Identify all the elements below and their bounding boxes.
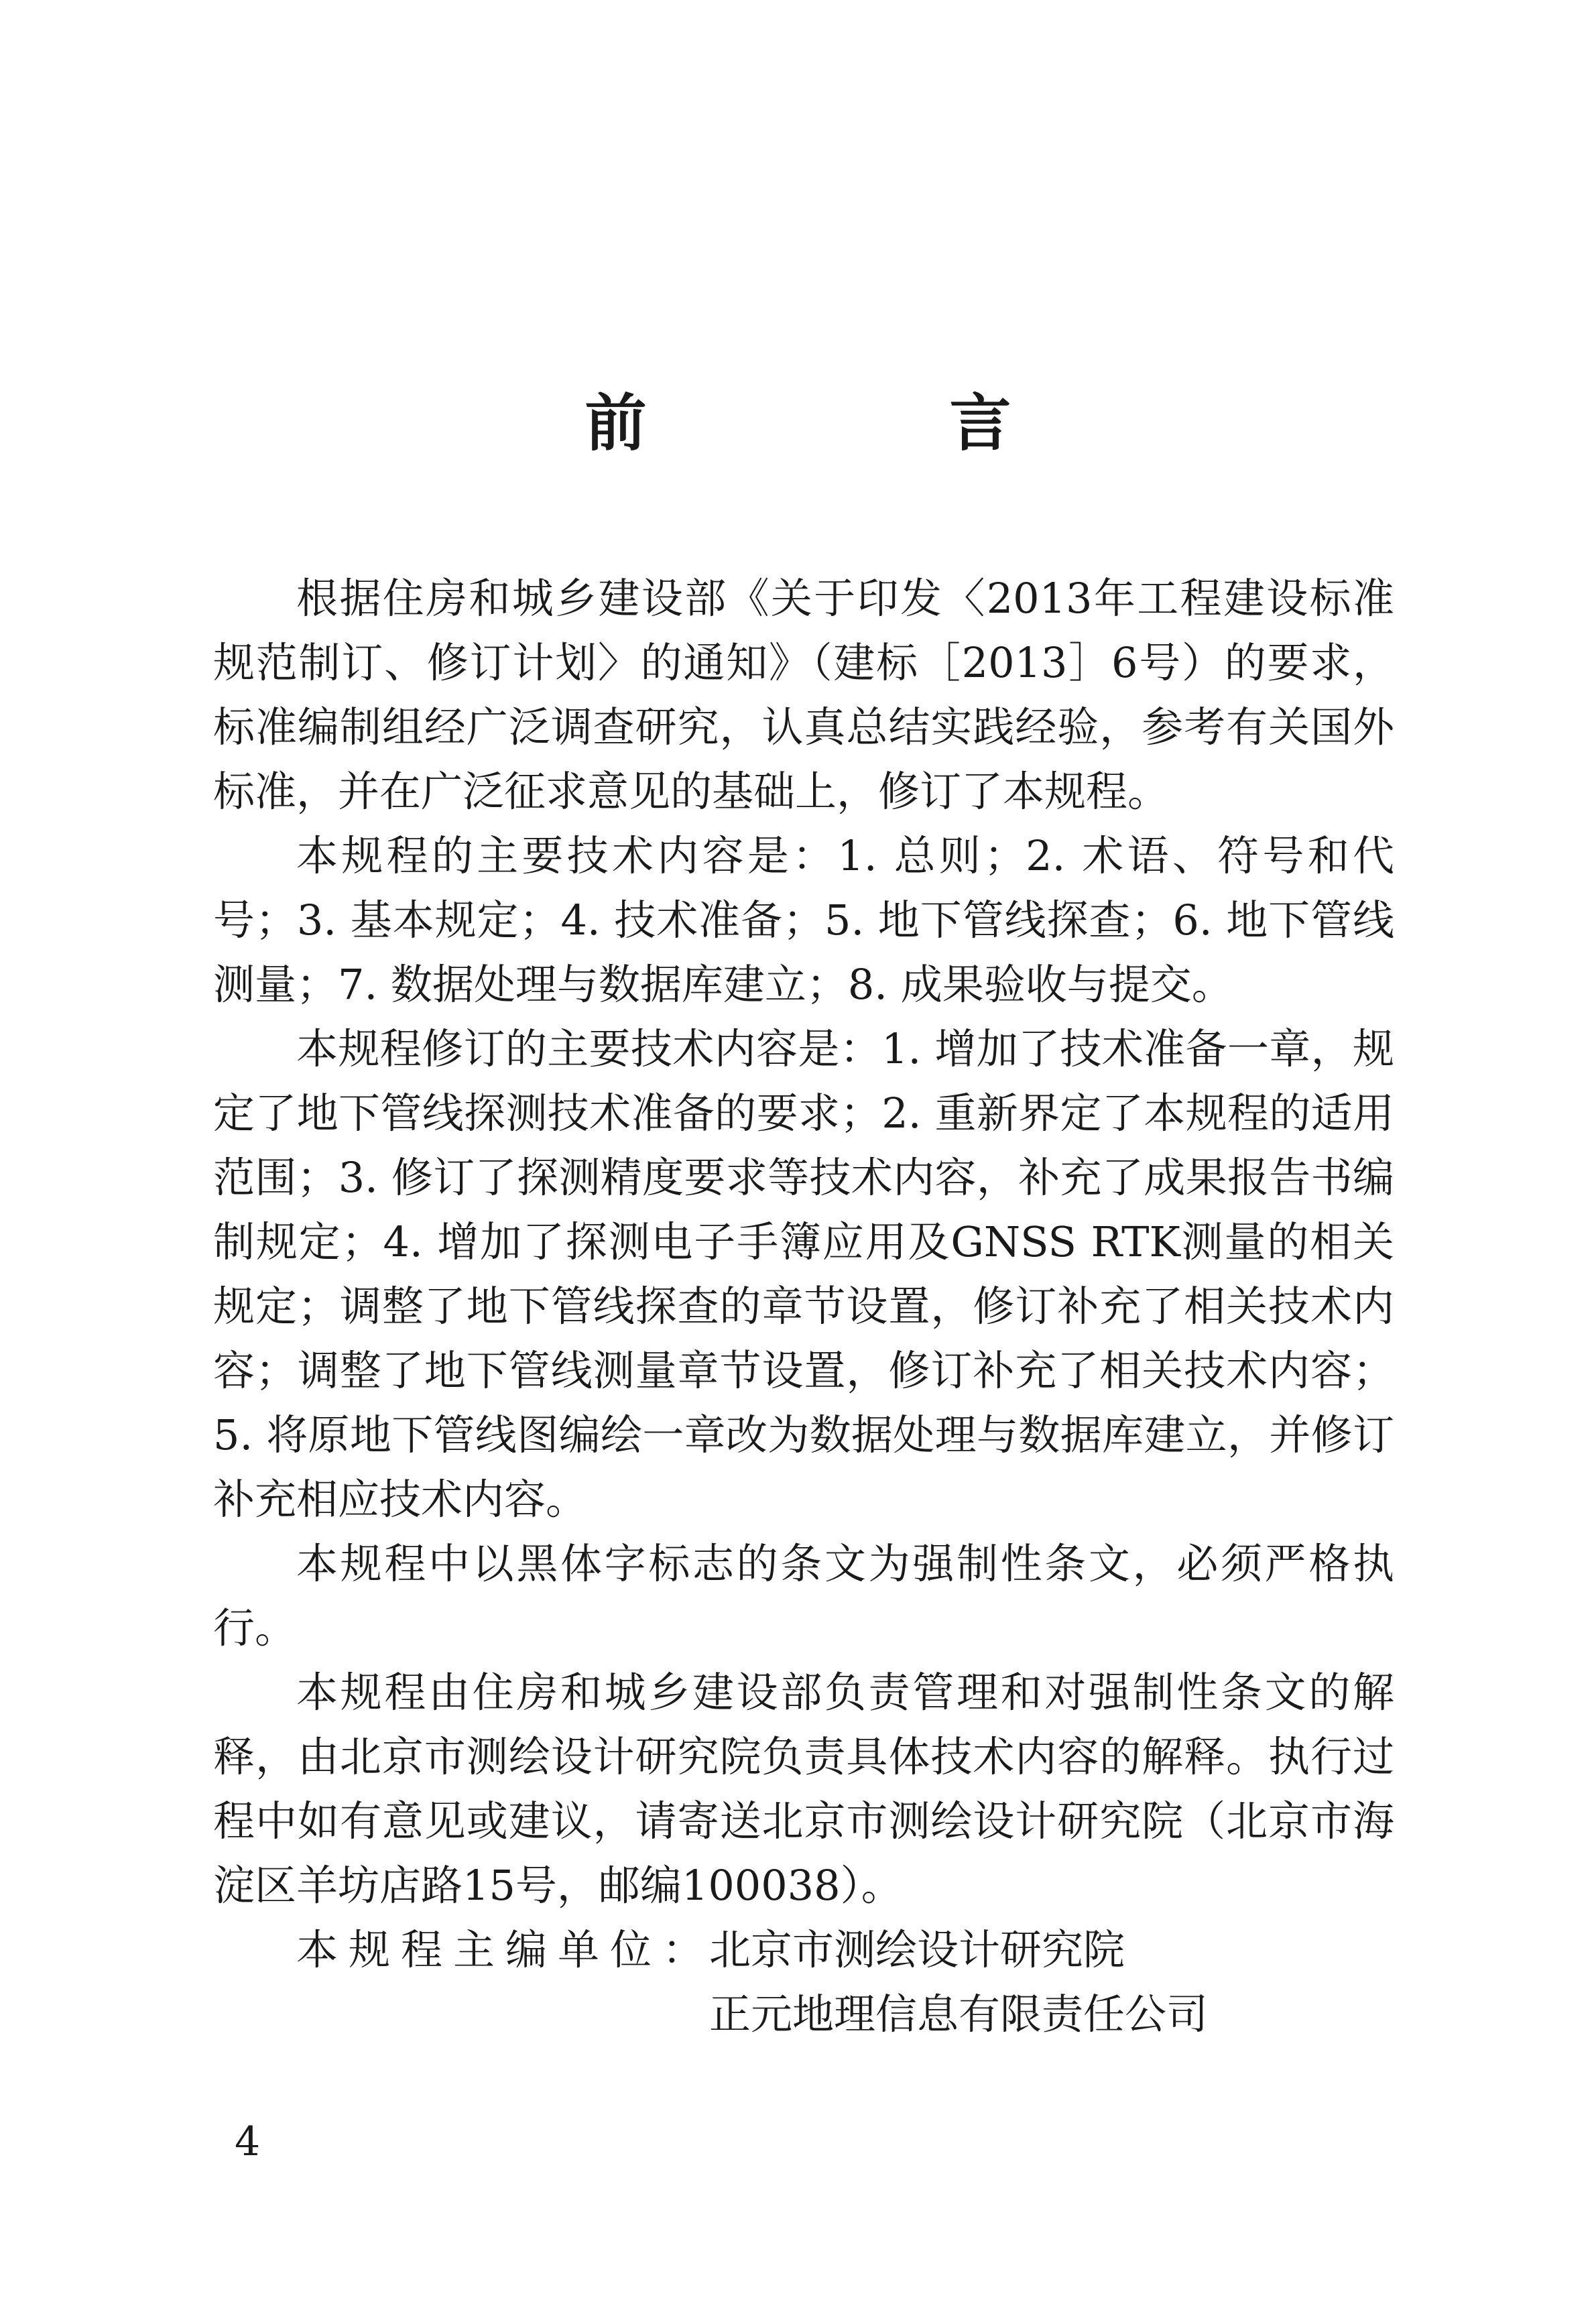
paragraph-management: 本规程由住房和城乡建设部负责管理和对强制性条文的解释，由北京市测绘设计研究院负责具体技术内容的解释。执行过程中如有意见或建议，请寄送北京市测绘设计研究院（北京市海淀区羊坊店路15号，邮编100038）。 bbox=[213, 1668, 1394, 1910]
page-title: 前 言 bbox=[585, 387, 1132, 459]
editor-name: 北京市测绘设计研究院 bbox=[709, 1925, 1125, 1974]
editor-row bbox=[213, 1918, 1394, 1982]
preface-body bbox=[213, 566, 1394, 2047]
editor-row bbox=[213, 1982, 1394, 2047]
paragraph-mandatory-clauses: 本规程中以黑体字标志的条文为强制性条文，必须严格执行。 bbox=[213, 1539, 1394, 1652]
paragraph-revision-content: 本规程修订的主要技术内容是：1. 增加了技术准备一章，规定了地下管线探测技术准备的要求；2. 重新界定了本规程的适用范围；3. 修订了探测精度要求等技术内容，补充了成果报告书编制规定；4. 增加了探测电子手簿应用及GNSS RTK测量的相关规定；调整了地下管线探查的章节设置，修订补充了相关技术内容；调整了地下管线测量章节设置，修订补充了相关技术内容；5. 将原地下管线图编绘一章改为数据处理与数据库建立，并修订补充相应技术内容。 bbox=[213, 1024, 1394, 1524]
editor-units bbox=[213, 1918, 1394, 2047]
paragraph-basis: 根据住房和城乡建设部《关于印发〈2013年工程建设标准规范制订、修订计划〉的通知》（建标［2013］6号）的要求，标准编制组经广泛调查研究，认真总结实践经验，参考有关国外标准，并在广泛征求意见的基础上，修订了本规程。 bbox=[213, 574, 1394, 816]
editor-label: 本规程主编单位： bbox=[296, 1925, 715, 1974]
paragraph-main-content: 本规程的主要技术内容是：1. 总则；2. 术语、符号和代号；3. 基本规定；4. 技术准备；5. 地下管线探查；6. 地下管线测量；7. 数据处理与数据库建立；8. 成果验收与提交。 bbox=[213, 831, 1394, 1009]
page-number: 4 bbox=[235, 2118, 261, 2165]
editor-name: 正元地理信息有限责任公司 bbox=[709, 1990, 1209, 2039]
